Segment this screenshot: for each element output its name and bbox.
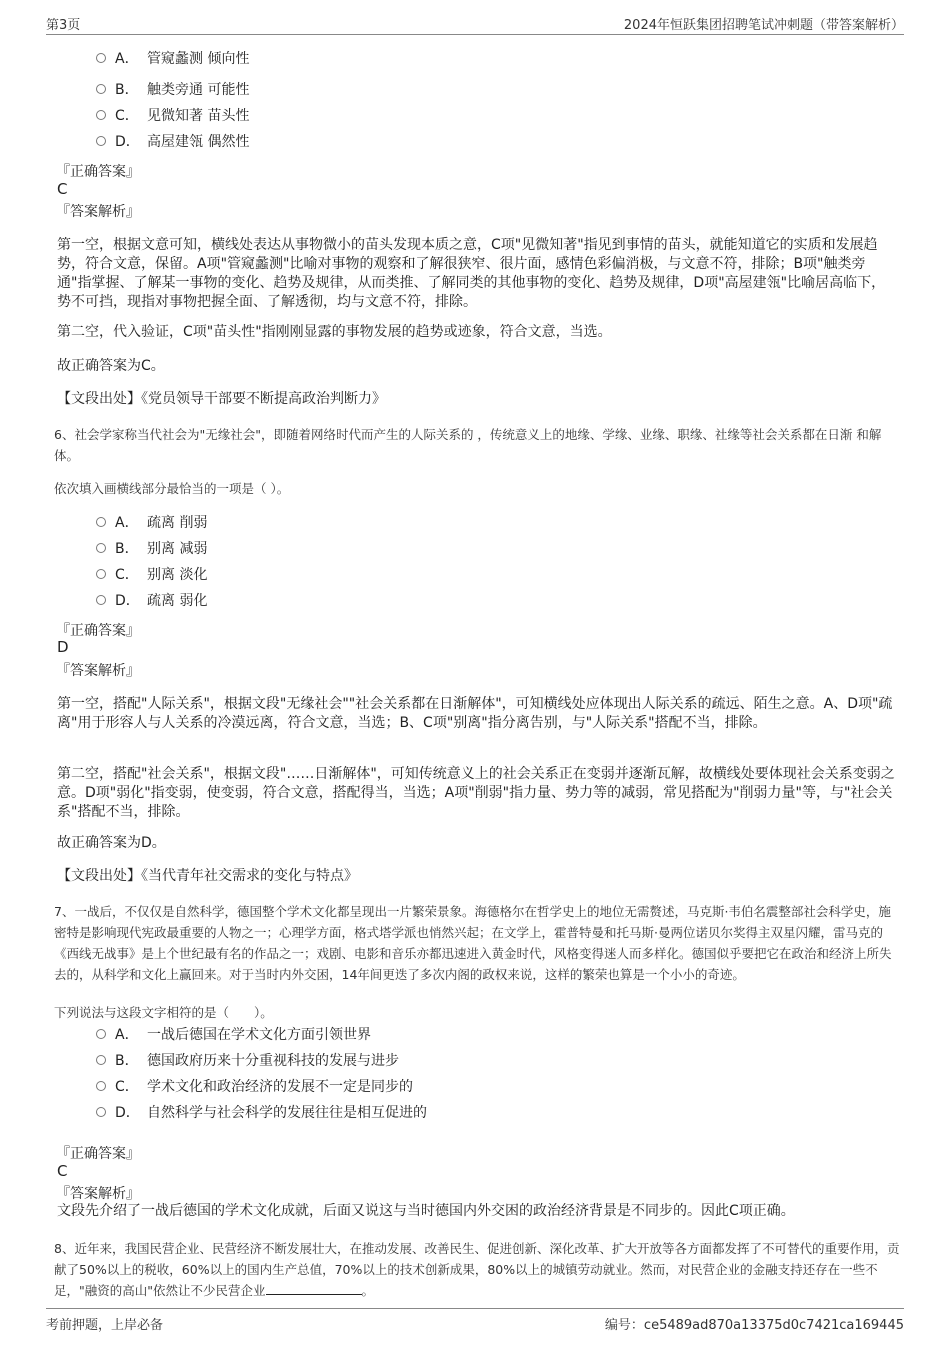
correct-answer-label: 『正确答案』 [56,1146,140,1162]
page-header [46,12,904,35]
question-stem: 7、一战后，不仅仅是自然科学，德国整个学术文化都呈现出一片繁荣景象。海德格尔在哲学史上的地位无需赘述，马克斯·韦伯名震整部社会科学史，施密特是影响现代宪政最重要的人物之一；心理学方面，格式塔学派也悄然兴起；在文学上，霍普特曼和托马斯·曼两位诺贝尔奖得主双星闪耀，雷马克的《西线无战事》是上个世纪最有名的作品之一；戏剧、电影和音乐亦都迅速进入黄金时代，风格变得迷人而多样化。德国似乎要把它在政治和经济上所失去的，从科学和文化上赢回来。对于当时内外交困，14年间更迭了多次内阁的政权来说，这样的繁荣也算是一个小小的奇迹。 [54,904,892,982]
analysis-label: 『答案解析』 [56,663,140,679]
option-b[interactable] [96,1050,399,1072]
option-text: 自然科学与社会科学的发展往往是相互促进的 [147,1105,427,1121]
footer-slogan: 考前押题，上岸必备 [46,1318,164,1333]
option-a[interactable] [96,1024,371,1046]
option-letter: B． [115,541,139,557]
option-c[interactable] [96,105,249,127]
option-d[interactable] [96,1102,427,1124]
option-a[interactable] [96,512,207,534]
radio-icon[interactable] [96,1055,106,1065]
radio-icon[interactable] [96,1107,106,1117]
analysis-paragraph: 第一空，搭配"人际关系"，根据文段"无缘社会""社会关系都在日渐解体"，可知横线处应体现出人际关系的疏远、陌生之意。A、D项"疏离"用于形容人与人关系的冷漠远离，符合文意，当选；B、C项"别离"指分离告别，与"人际关系"搭配不当，排除。 [57,696,893,731]
option-text: 别离 减弱 [147,541,208,557]
analysis-paragraph: 文段先介绍了一战后德国的学术文化成就，后面又说这与当时德国内外交困的政治经济背景是不同步的。因此C项正确。 [57,1203,795,1219]
option-letter: B． [115,82,139,98]
source-citation: 【文段出处】《当代青年社交需求的变化与特点》 [57,868,358,884]
option-letter: C． [115,1079,139,1095]
option-letter: A． [115,515,139,531]
radio-icon[interactable] [96,110,106,120]
question-end: 。 [361,1283,375,1298]
analysis-paragraph: 第一空，根据文意可知，横线处表达从事物微小的苗头发现本质之意，C项"见微知著"指见到事情的苗头，就能知道它的实质和发展趋势，符合文意，保留。A项"管窥蠡测"比喻对事物的观察和了解很狭窄、很片面，感情色彩偏消极，与文意不符，排除；B项"触类旁通"指掌握、了解某一事物的变化、趋势及规律，从而类推、了解同类的其他事物的变化、趋势及规律，D项"高屋建瓴"比喻居高临下，势不可挡，现指对事物把握全面、了解透彻，均与文意不符，排除。 [57,237,886,310]
document-id: 编号：ce5489ad870a13375d0c7421ca169445 [604,1318,904,1333]
correct-answer: D [57,638,69,656]
option-b[interactable] [96,79,249,101]
correct-answer: C [57,1162,68,1180]
correct-answer: C [57,180,68,198]
option-letter: D． [115,134,140,150]
analysis-label: 『答案解析』 [56,1186,140,1202]
option-b[interactable] [96,538,207,560]
option-letter: A． [115,1027,139,1043]
option-text: 疏离 弱化 [147,593,208,609]
option-text: 学术文化和政治经济的发展不一定是同步的 [147,1079,413,1095]
correct-answer-label: 『正确答案』 [56,623,140,639]
document-title: 2024年恒跃集团招聘笔试冲刺题（带答案解析） [623,18,904,33]
option-text: 疏离 削弱 [147,515,208,531]
analysis-paragraph: 第二空，代入验证，C项"苗头性"指刚刚显露的事物发展的趋势或迹象，符合文意，当选。 [57,324,612,340]
option-d[interactable] [96,590,207,612]
option-letter: C． [115,108,139,124]
source-citation: 【文段出处】《党员领导干部要不断提高政治判断力》 [57,391,386,407]
radio-icon[interactable] [96,517,106,527]
question-stem: 6、社会学家称当代社会为"无缘社会"，即随着网络时代而产生的人际关系的 ，传统意义上的地缘、学缘、业缘、职缘、社缘等社会关系都在日渐 和解体。 [54,427,882,463]
option-text: 高屋建瓴 偶然性 [147,134,250,150]
question-text: 8、近年来，我国民营企业、民营经济不断发展壮大，在推动发展、改善民生、促进创新、深化改革、扩大开放等各方面都发挥了不可替代的重要作用，贡献了50%以上的税收，60%以上的国内生产总值，70%以上的技术创新成果，80%以上的城镇劳动就业。然而，对民营企业的金融支持还存在一些不足，"融资的高山"依然让不少民营企业 [54,1241,900,1298]
option-letter: D． [115,1105,140,1121]
analysis-conclusion: 故正确答案为D。 [57,835,166,851]
radio-icon[interactable] [96,1081,106,1091]
option-letter: B． [115,1053,139,1069]
question-stem [54,1238,900,1301]
question-prompt: 下列说法与这段文字相符的是（ ）。 [54,1005,273,1020]
radio-icon[interactable] [96,543,106,553]
option-d[interactable] [96,131,249,153]
analysis-label: 『答案解析』 [56,204,140,220]
radio-icon[interactable] [96,84,106,94]
fill-blank [266,1282,362,1295]
page-footer [46,1308,904,1333]
page-number: 第3页 [46,18,81,33]
option-a[interactable] [96,48,249,70]
option-text: 德国政府历来十分重视科技的发展与进步 [147,1053,399,1069]
radio-icon[interactable] [96,595,106,605]
analysis-paragraph: 第二空，搭配"社会关系"，根据文段"……日渐解体"，可知传统意义上的社会关系正在变弱并逐渐瓦解，故横线处要体现社会关系变弱之意。D项"弱化"指变弱，使变弱，符合文意，搭配得当，当选；A项"削弱"指力量、势力等的减弱，常见搭配为"削弱力量"等，与"社会关系"搭配不当，排除。 [57,766,895,820]
option-text: 触类旁通 可能性 [147,82,250,98]
analysis-conclusion: 故正确答案为C。 [57,358,165,374]
option-text: 一战后德国在学术文化方面引领世界 [147,1027,371,1043]
radio-icon[interactable] [96,53,106,63]
option-c[interactable] [96,1076,413,1098]
question-prompt: 依次填入画横线部分最恰当的一项是（ ）。 [54,481,290,496]
option-letter: A． [115,51,139,67]
correct-answer-label: 『正确答案』 [56,164,140,180]
option-c[interactable] [96,564,207,586]
option-text: 见微知著 苗头性 [147,108,250,124]
option-text: 别离 淡化 [147,567,208,583]
radio-icon[interactable] [96,1029,106,1039]
radio-icon[interactable] [96,569,106,579]
option-text: 管窥蠡测 倾向性 [147,51,250,67]
option-letter: D． [115,593,140,609]
option-letter: C． [115,567,139,583]
radio-icon[interactable] [96,136,106,146]
